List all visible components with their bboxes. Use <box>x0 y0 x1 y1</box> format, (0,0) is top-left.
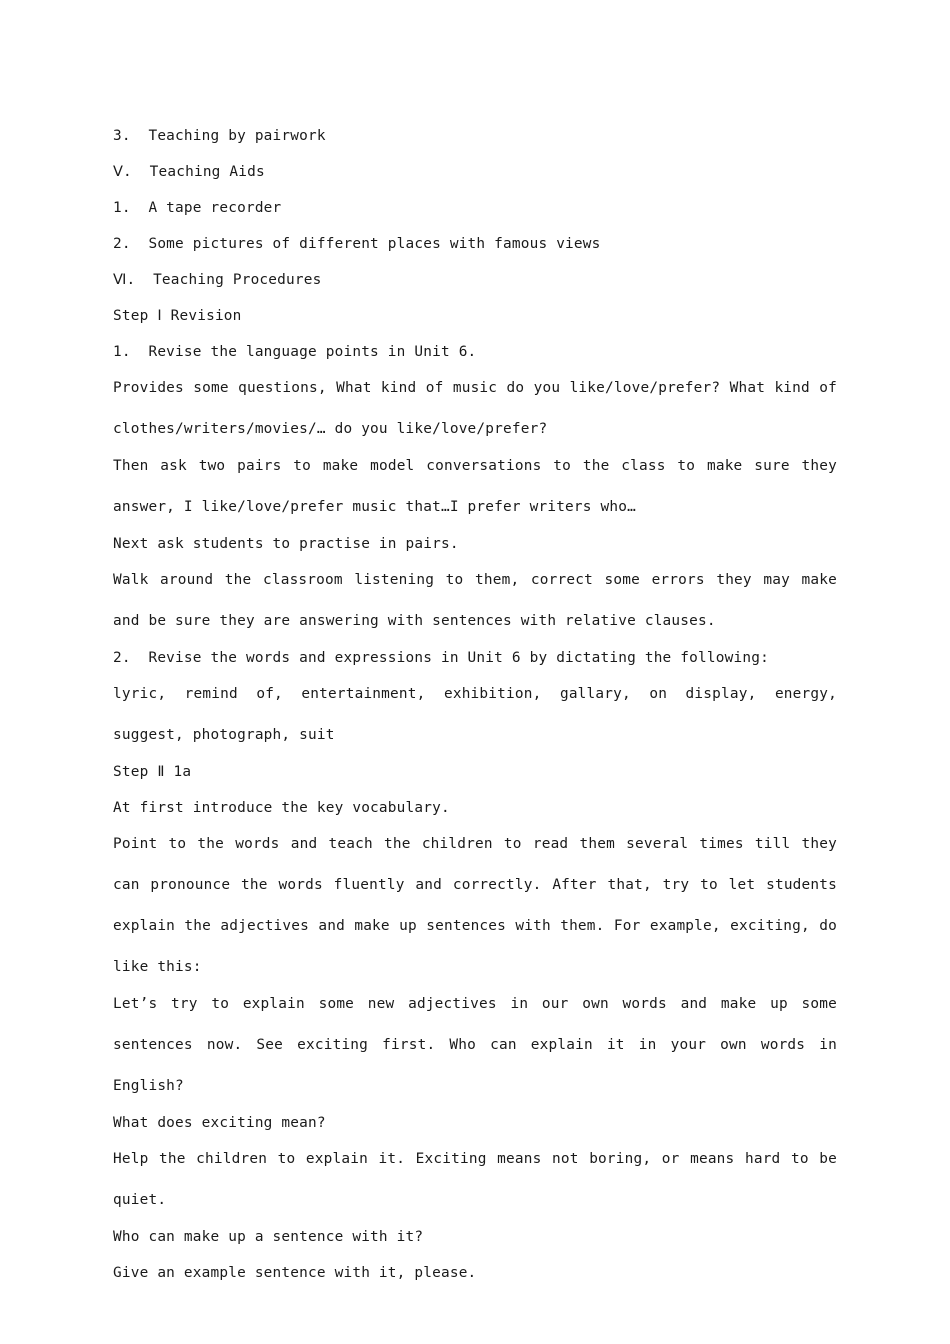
document-page <box>113 124 837 1297</box>
step-heading-revision: Step Ⅰ Revision <box>113 308 242 324</box>
method-item-3: 3. Teaching by pairwork <box>113 128 326 144</box>
revision-item-1: 1. Revise the language points in Unit 6. <box>113 344 477 360</box>
paragraph-help-explain: Help the children to explain it. Exciting means not boring, or means hard to be quiet. <box>113 1151 837 1208</box>
paragraph-practise-pairs: Next ask students to practise in pairs. <box>113 536 459 552</box>
aid-item-2: 2. Some pictures of different places with famous views <box>113 236 601 252</box>
step-heading-1a: Step Ⅱ 1a <box>113 764 192 780</box>
paragraph-introduce-vocabulary: At first introduce the key vocabulary. <box>113 800 450 816</box>
question-exciting-mean: What does exciting mean? <box>113 1115 326 1131</box>
paragraph-word-list: lyric, remind of, entertainment, exhibition, gallary, on display, energy, suggest, photograph, suit <box>113 686 837 743</box>
question-make-sentence: Who can make up a sentence with it? <box>113 1229 424 1245</box>
section-heading-teaching-procedures: Ⅵ. Teaching Procedures <box>113 272 322 288</box>
paragraph-walk-around: Walk around the classroom listening to them, correct some errors they may make and be sure they are answering with sentences with relative clauses. <box>113 572 837 629</box>
section-heading-teaching-aids: Ⅴ. Teaching Aids <box>113 164 265 180</box>
paragraph-point-to-words: Point to the words and teach the children to read them several times till they can pronounce the words fluently and correctly. After that, try to let students explain the adjectives and make up sentences with them. For example, exciting, do like this: <box>113 836 837 975</box>
paragraph-give-example: Give an example sentence with it, please. <box>113 1265 477 1281</box>
revision-item-2: 2. Revise the words and expressions in Unit 6 by dictating the following: <box>113 650 769 666</box>
paragraph-model-conversations: Then ask two pairs to make model conversations to the class to make sure they answer, I like/love/prefer music that…I prefer writers who… <box>113 458 837 515</box>
paragraph-explain-adjectives: Let’s try to explain some new adjectives in our own words and make up some sentences now. See exciting first. Who can explain it in your own words in English? <box>113 996 837 1094</box>
paragraph-questions: Provides some questions, What kind of music do you like/love/prefer? What kind of clothes/writers/movies/… do you like/love/prefer? <box>113 380 837 437</box>
aid-item-1: 1. A tape recorder <box>113 200 282 216</box>
